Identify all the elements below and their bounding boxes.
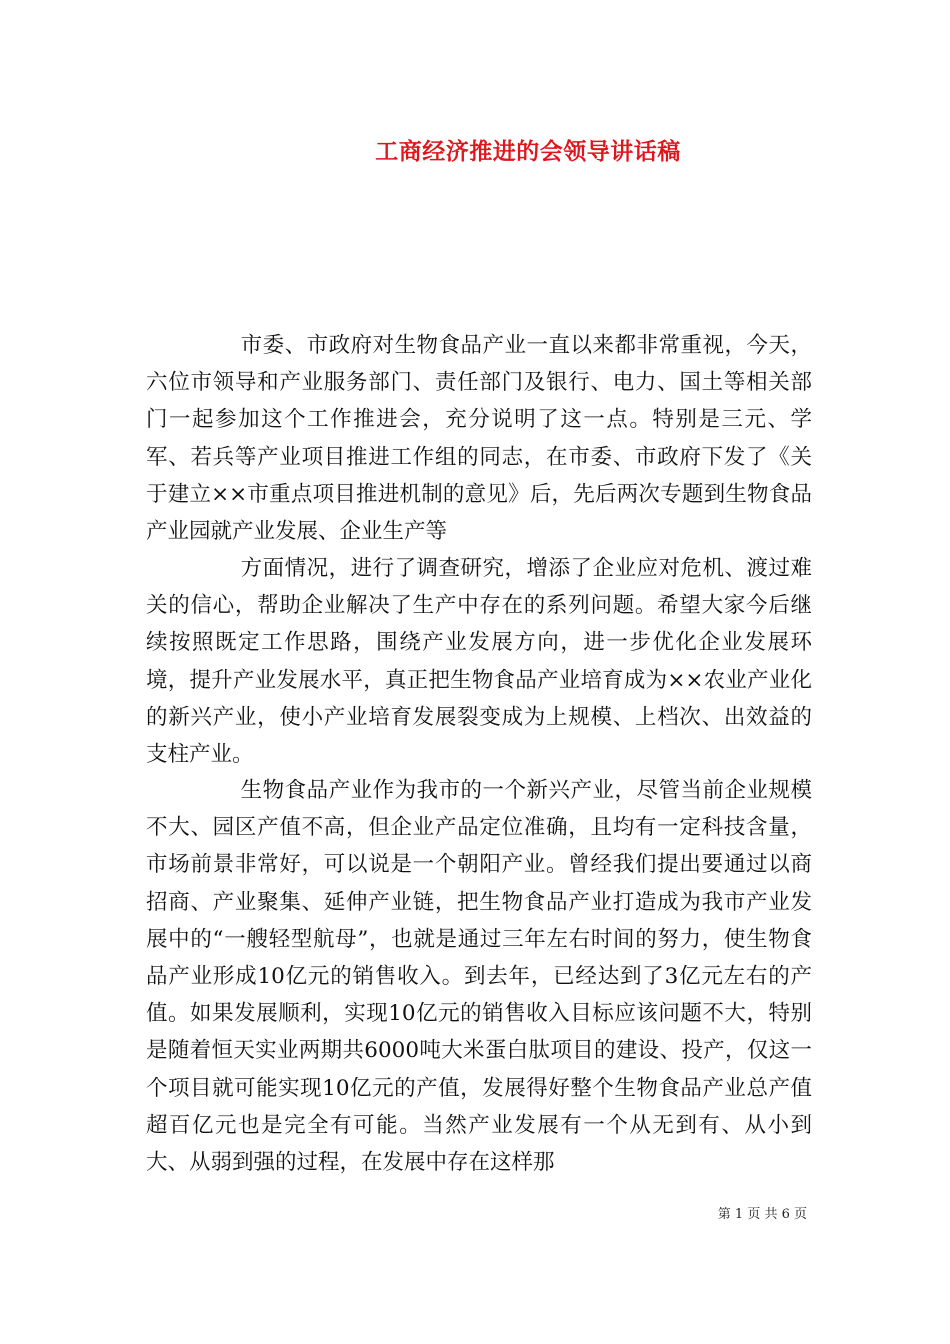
page-number-footer: 第 1 页 共 6 页 [717, 1207, 807, 1222]
document-title: 工商经济推进的会领导讲话稿 [375, 138, 681, 165]
paragraph-2 [146, 550, 812, 773]
paragraph-1 [146, 327, 812, 550]
paragraph-text: 方面情况，进行了调查研究，增添了企业应对危机、渡过难关的信心，帮助企业解决了生产中存在的系列问题。希望大家今后继续按照既定工作思路，围绕产业发展方向，进一步优化企业发展环境，提升产业发展水平，真正把生物食品产业培育成为××农业产业化的新兴产业，使小产业培育发展裂变成为上规模、上档次、出效益的支柱产业。 [146, 556, 812, 768]
paragraph-text: 生物食品产业作为我市的一个新兴产业，尽管当前企业规模不大、园区产值不高，但企业产品定位准确，且均有一定科技含量，市场前景非常好，可以说是一个朝阳产业。曾经我们提出要通过以商招商、产业聚集、延伸产业链，把生物食品产业打造成为我市产业发展中的“一艘轻型航母”，也就是通过三年左右时间的努力，使生物食品产业形成10亿元的销售收入。到去年，已经达到了3亿元左右的产值。如果发展顺利，实现10亿元的销售收入目标应该问题不大，特别是随着恒天实业两期共6000吨大米蛋白肽项目的建设、投产，仅这一个项目就可能实现10亿元的产值，发展得好整个生物食品产业总产值超百亿元也是完全有可能。当然产业发展有一个从无到有、从小到大、从弱到强的过程，在发展中存在这样那 [146, 778, 812, 1176]
paragraph-3 [146, 772, 812, 1181]
paragraph-text: 市委、市政府对生物食品产业一直以来都非常重视，今天，六位市领导和产业服务部门、责任部门及银行、电力、国土等相关部门一起参加这个工作推进会，充分说明了这一点。特别是三元、学军、若兵等产业项目推进工作组的同志，在市委、市政府下发了《关于建立××市重点项目推进机制的意见》后，先后两次专题到生物食品产业园就产业发展、企业生产等 [146, 333, 812, 545]
